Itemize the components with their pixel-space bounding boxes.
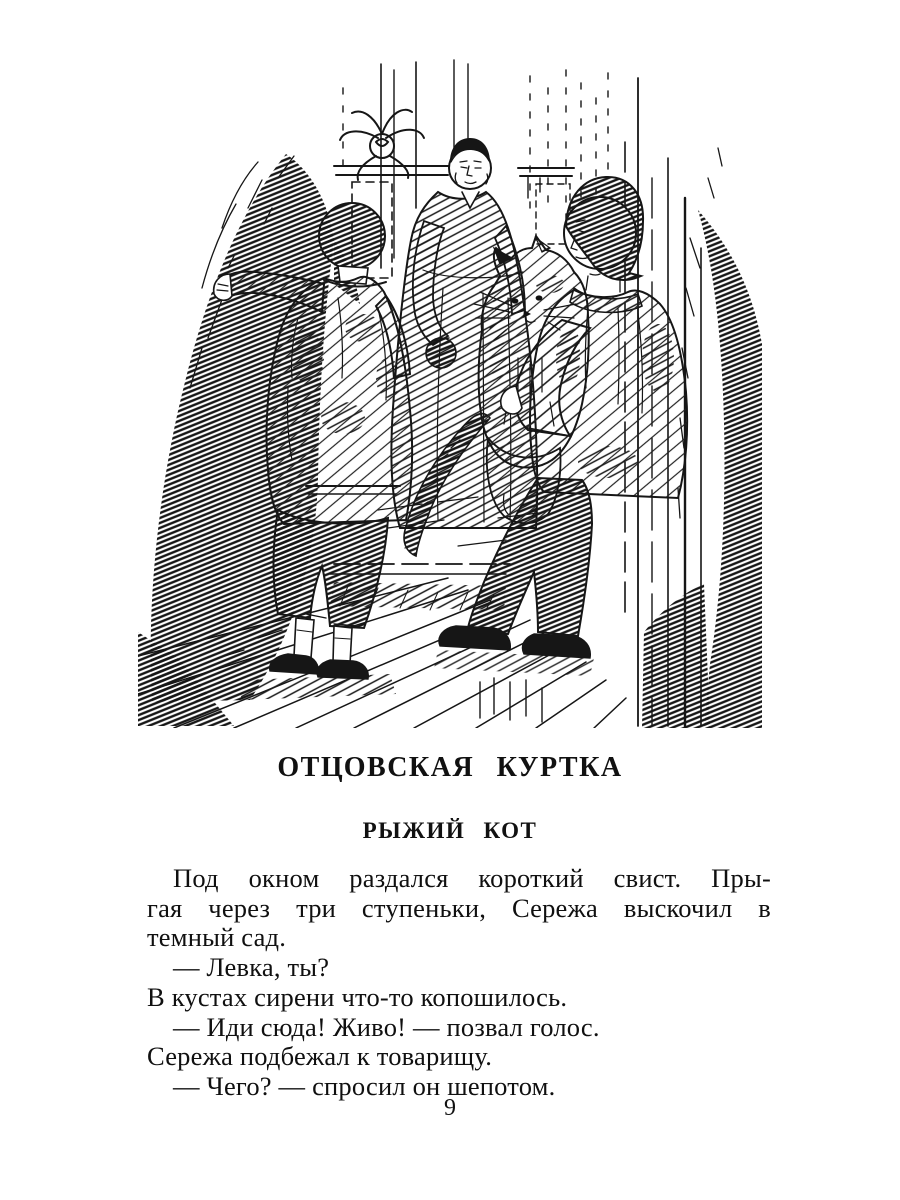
text-line: гая через три ступеньки, Сережа выскочил в [147, 892, 771, 923]
text-line: Под окном раздался короткий свист. Пры- [173, 863, 771, 893]
story-illustration [138, 58, 762, 728]
flower-decoration [340, 110, 424, 180]
text-line: Сережа подбежал к товарищу. [147, 1041, 493, 1072]
text-line: — Иди сюда! Живо! — позвал голос. [173, 1011, 600, 1042]
section-title: РЫЖИЙ КОТ [362, 818, 538, 843]
text-line: — Левка, ты? [173, 952, 330, 983]
text-line: темный сад. [147, 922, 287, 953]
story-text [147, 864, 771, 1102]
text-line: В кустах сирени что-то копошилось. [147, 981, 568, 1012]
text-line: — Чего? — спросил он шепотом. [173, 1070, 556, 1101]
page-number: 9 [444, 1095, 456, 1121]
chapter-title: ОТЦОВСКАЯ КУРТКА [277, 752, 623, 783]
illustration-drawing [138, 58, 762, 728]
